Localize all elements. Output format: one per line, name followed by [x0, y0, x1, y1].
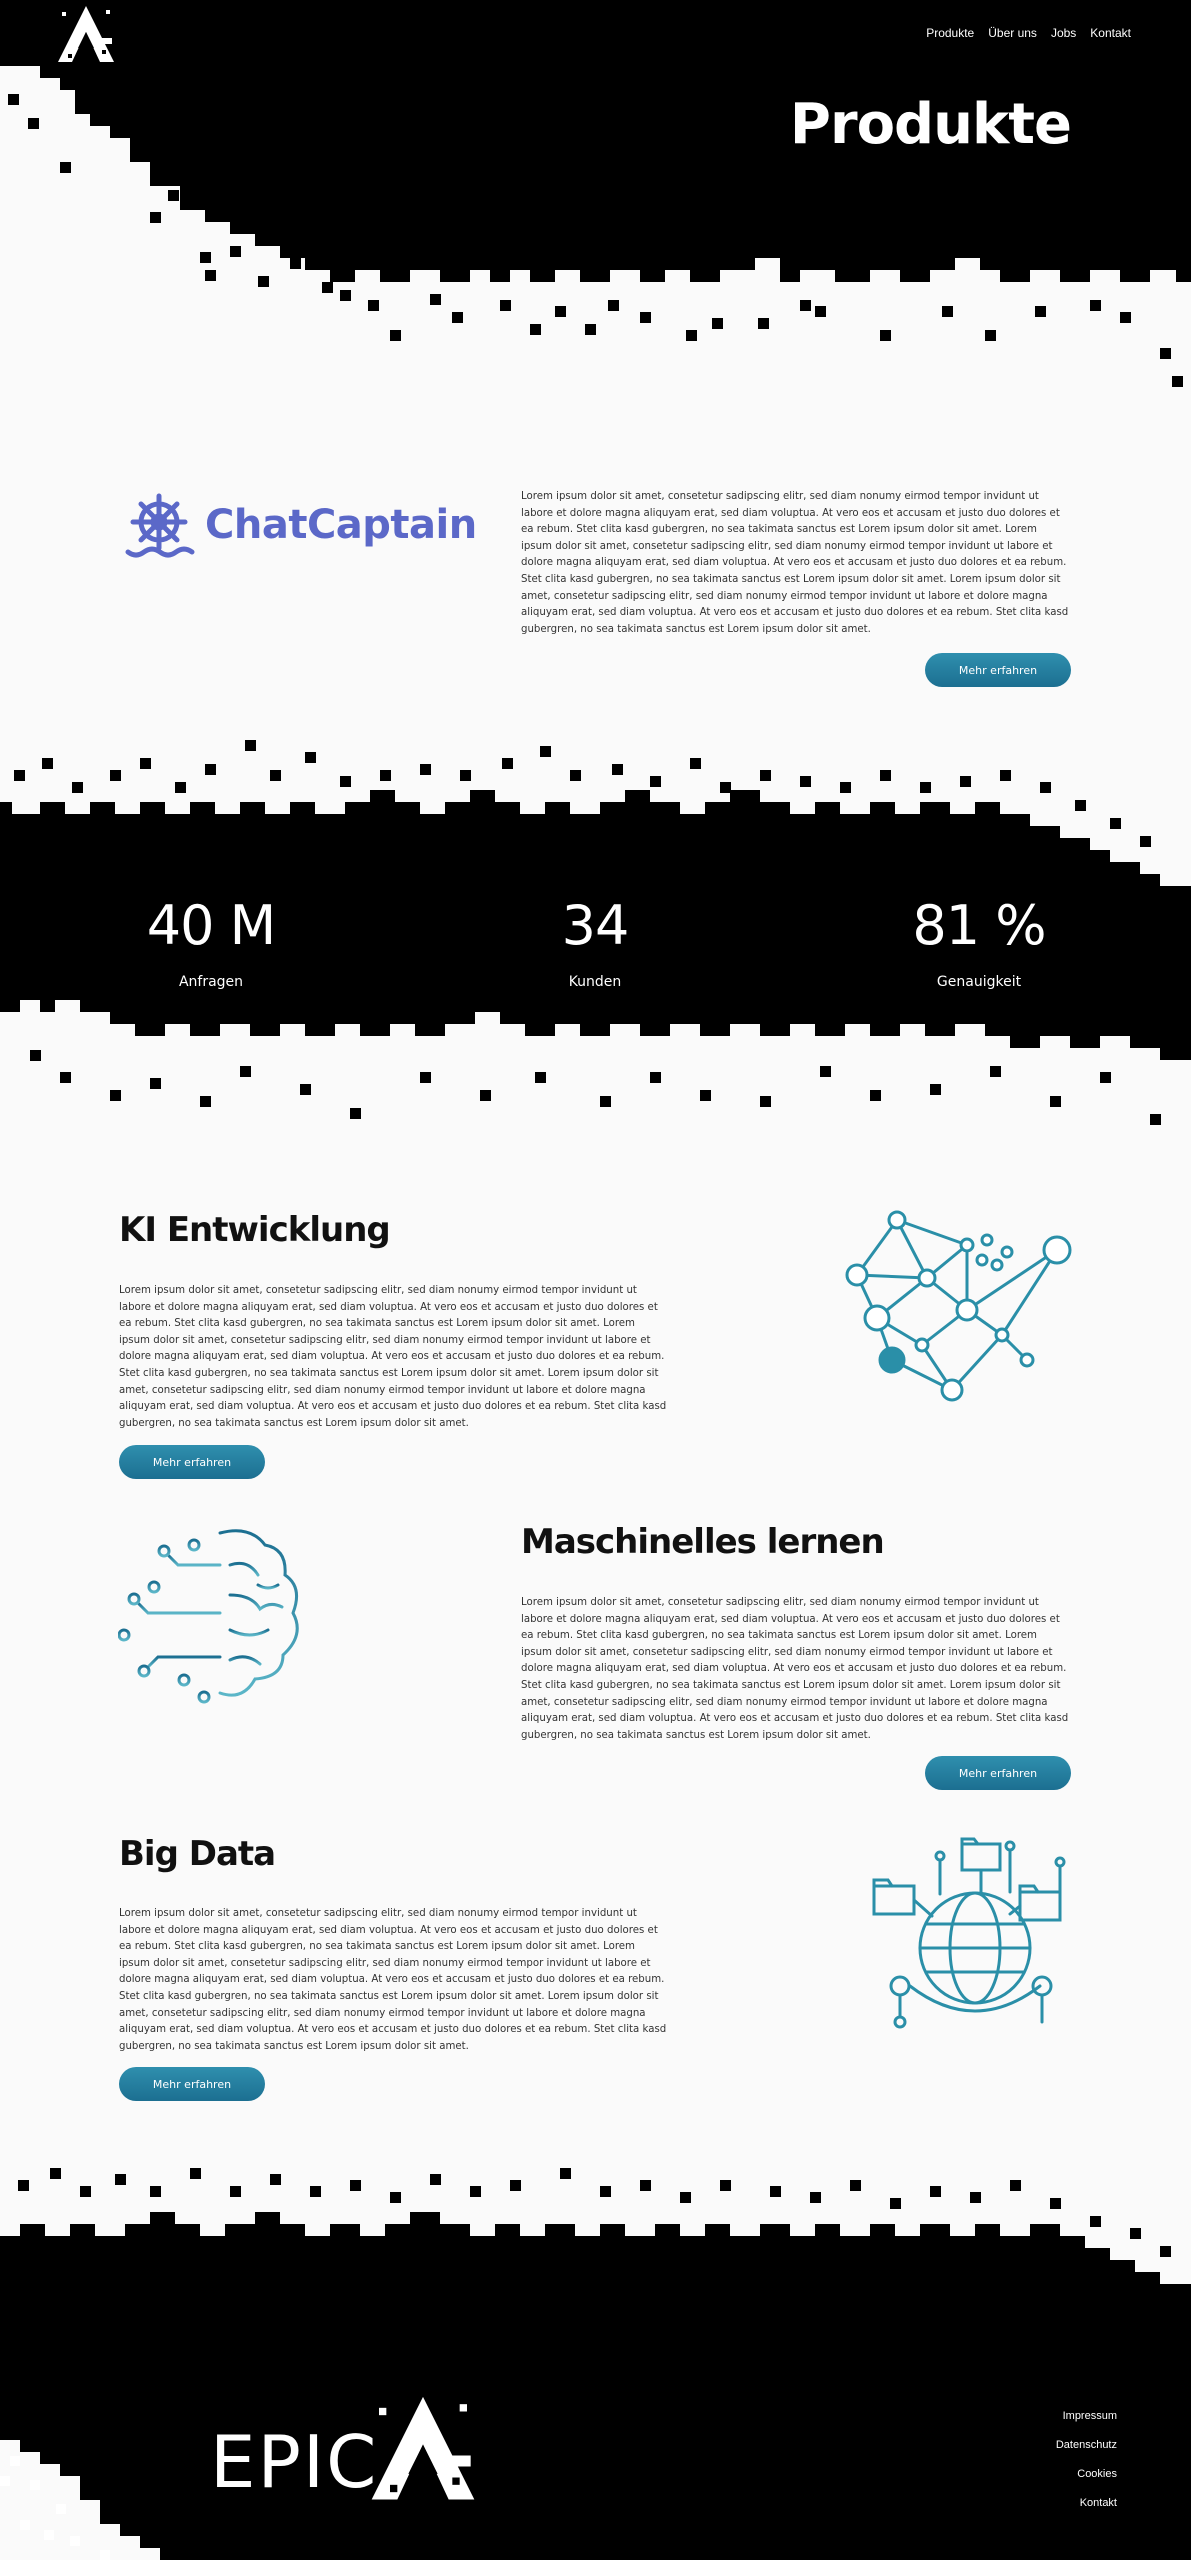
section-text-ki-entwicklung: Lorem ipsum dolor sit amet, consetetur sadipscing elitr, sed diam nonumy eirmod tempor invidunt ut labore et dolore magna aliquyam erat, sed diam voluptua. At vero eos et accusam et justo duo dolores et ea rebum. Stet clita kasd gubergren, no sea takimata sanctus est Lorem ipsum dolor sit amet. Lorem ipsum dolor sit amet, consetetur sadipscing elitr, sed diam nonumy eirmod tempor invidunt ut labore et dolore magna aliquyam erat, sed diam voluptua. At vero eos et accusam et justo duo dolores et ea rebum. Stet clita kasd gubergren, no sea takimata sanctus est Lorem ipsum dolor sit amet. Lorem ipsum dolor sit amet, consetetur sadipscing elitr, sed diam nonumy eirmod tempor invidunt ut labore et dolore magna aliquyam erat, sed diam voluptua. At vero eos et accusam et justo duo dolores et ea rebum. Stet clita kasd gubergren, no sea takimata sanctus est Lorem ipsum dolor sit amet.	[119, 1285, 667, 1429]
footer-link-cookies[interactable]: Cookies	[1077, 2468, 1117, 2480]
footer-brand-logo-icon[interactable]	[368, 2392, 478, 2508]
ship-wheel-icon	[120, 492, 198, 564]
globe-data-icon	[870, 1836, 1075, 2031]
nav-link-kontakt[interactable]: Kontakt	[1090, 26, 1131, 40]
footer-link-datenschutz[interactable]: Datenschutz	[1055, 2439, 1117, 2451]
brand-logo-icon[interactable]	[56, 4, 116, 66]
stat-accuracy-value: 81 %	[912, 894, 1046, 957]
ki-entwicklung-more-button[interactable]: Mehr erfahren	[119, 1445, 265, 1479]
chatcaptain-more-button[interactable]: Mehr erfahren	[925, 653, 1071, 687]
section-title-big-data: Big Data	[119, 1834, 276, 1874]
big-data-more-button[interactable]: Mehr erfahren	[119, 2067, 265, 2101]
maschinelles-lernen-more-button[interactable]: Mehr erfahren	[925, 1756, 1071, 1790]
stat-customers-value: 34	[561, 894, 629, 957]
main-navigation	[926, 26, 1131, 40]
footer-pixel-background	[0, 2160, 1191, 2560]
chatcaptain-description: Lorem ipsum dolor sit amet, consetetur sadipscing elitr, sed diam nonumy eirmod tempor invidunt ut labore et dolore magna aliquyam erat, sed diam voluptua. At vero eos et accusam et justo duo dolores et ea rebum. Stet clita kasd gubergren, no sea takimata sanctus est Lorem ipsum dolor sit amet. Lorem ipsum dolor sit amet, consetetur sadipscing elitr, sed diam nonumy eirmod tempor invidunt ut labore et dolore magna aliquyam erat, sed diam voluptua. At vero eos et accusam et justo duo dolores et ea rebum. Stet clita kasd gubergren, no sea takimata sanctus est Lorem ipsum dolor sit amet. Lorem ipsum dolor sit amet, consetetur sadipscing elitr, sed diam nonumy eirmod tempor invidunt ut labore et dolore magna aliquyam erat, sed diam voluptua. At vero eos et accusam et justo duo dolores et ea rebum. Stet clita kasd gubergren, no sea takimata sanctus est Lorem ipsum dolor sit amet.	[521, 491, 1069, 635]
footer-link-kontakt[interactable]: Kontakt	[1079, 2497, 1117, 2509]
footer-link-impressum[interactable]: Impressum	[1062, 2410, 1117, 2422]
nav-link-ueber-uns[interactable]: Über uns	[988, 26, 1037, 40]
stat-accuracy-label: Genauigkeit	[936, 974, 1022, 990]
section-title-ki-entwicklung: KI Entwicklung	[119, 1210, 390, 1250]
footer-logo-text: EPIC	[210, 2420, 379, 2504]
chatcaptain-logo-text: ChatCaptain	[205, 502, 477, 548]
section-title-maschinelles-lernen: Maschinelles lernen	[521, 1522, 884, 1562]
nav-link-produkte[interactable]: Produkte	[926, 26, 975, 40]
section-text-big-data: Lorem ipsum dolor sit amet, consetetur sadipscing elitr, sed diam nonumy eirmod tempor invidunt ut labore et dolore magna aliquyam erat, sed diam voluptua. At vero eos et accusam et justo duo dolores et ea rebum. Stet clita kasd gubergren, no sea takimata sanctus est Lorem ipsum dolor sit amet. Lorem ipsum dolor sit amet, consetetur sadipscing elitr, sed diam nonumy eirmod tempor invidunt ut labore et dolore magna aliquyam erat, sed diam voluptua. At vero eos et accusam et justo duo dolores et ea rebum. Stet clita kasd gubergren, no sea takimata sanctus est Lorem ipsum dolor sit amet. Lorem ipsum dolor sit amet, consetetur sadipscing elitr, sed diam nonumy eirmod tempor invidunt ut labore et dolore magna aliquyam erat, sed diam voluptua. At vero eos et accusam et justo duo dolores et ea rebum. Stet clita kasd gubergren, no sea takimata sanctus est Lorem ipsum dolor sit amet.	[119, 1908, 667, 2052]
neural-network-icon	[832, 1210, 1077, 1410]
stat-requests-value: 40 M	[146, 894, 276, 957]
brain-circuit-icon	[118, 1525, 313, 1710]
page-title: Produkte	[789, 92, 1071, 157]
stat-requests-label: Anfragen	[178, 974, 244, 990]
stat-customers-label: Kunden	[568, 974, 622, 990]
nav-link-jobs[interactable]: Jobs	[1050, 26, 1077, 40]
hero-pixel-background	[0, 0, 1191, 400]
section-text-maschinelles-lernen: Lorem ipsum dolor sit amet, consetetur sadipscing elitr, sed diam nonumy eirmod tempor invidunt ut labore et dolore magna aliquyam erat, sed diam voluptua. At vero eos et accusam et justo duo dolores et ea rebum. Stet clita kasd gubergren, no sea takimata sanctus est Lorem ipsum dolor sit amet. Lorem ipsum dolor sit amet, consetetur sadipscing elitr, sed diam nonumy eirmod tempor invidunt ut labore et dolore magna aliquyam erat, sed diam voluptua. At vero eos et accusam et justo duo dolores et ea rebum. Stet clita kasd gubergren, no sea takimata sanctus est Lorem ipsum dolor sit amet. Lorem ipsum dolor sit amet, consetetur sadipscing elitr, sed diam nonumy eirmod tempor invidunt ut labore et dolore magna aliquyam erat, sed diam voluptua. At vero eos et accusam et justo duo dolores et ea rebum. Stet clita kasd gubergren, no sea takimata sanctus est Lorem ipsum dolor sit amet.	[521, 1597, 1069, 1741]
footer-links	[1056, 2410, 1117, 2526]
